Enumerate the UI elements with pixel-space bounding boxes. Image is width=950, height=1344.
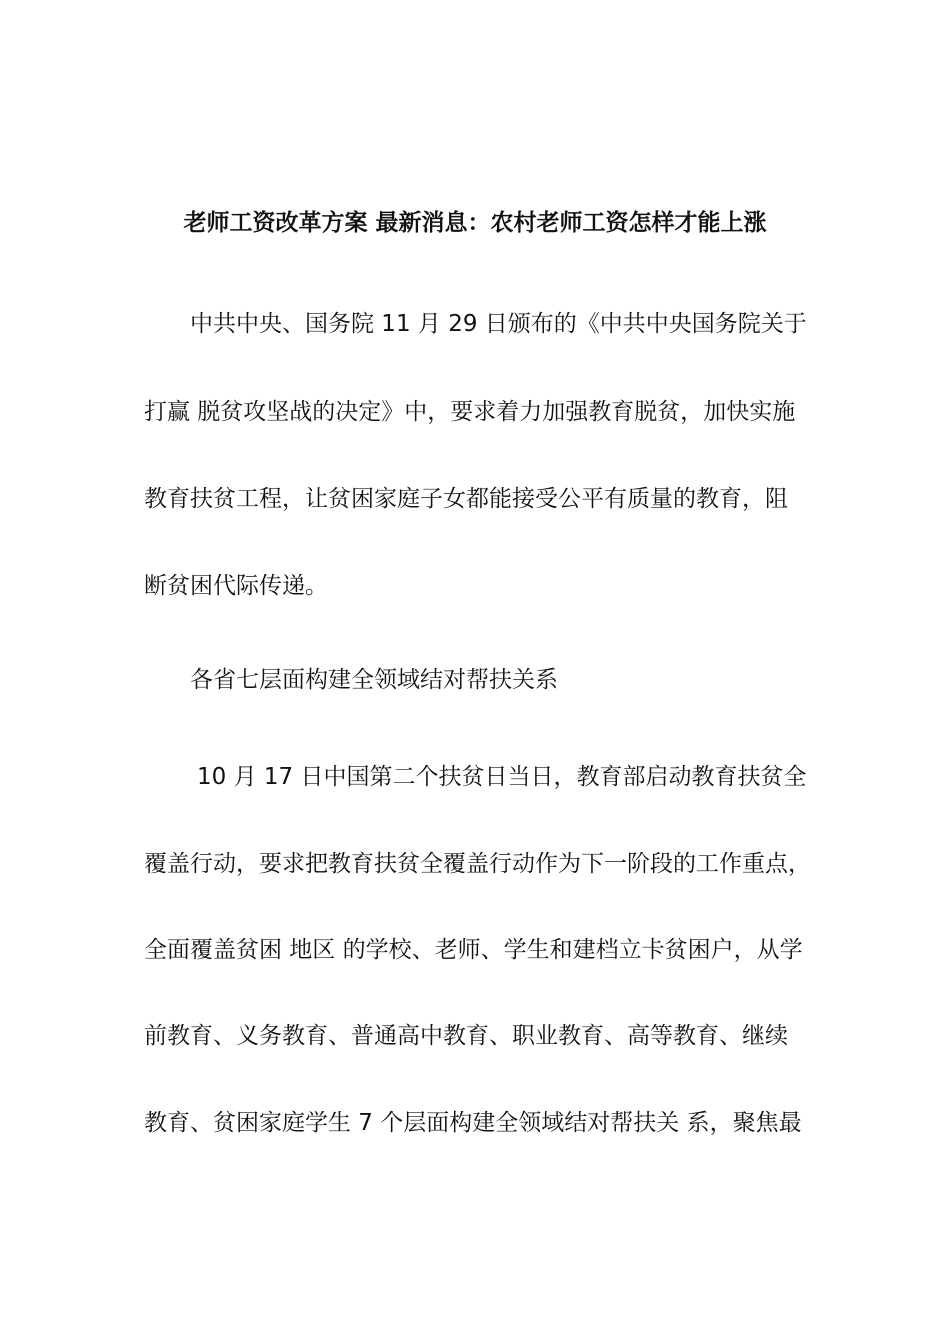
paragraph-2-line-2: 覆盖行动，要求把教育扶贫全覆盖行动作为下一阶段的工作重点， [144, 851, 811, 877]
paragraph-2-line-3: 全面覆盖贫困 地区 的学校、老师、学生和建档立卡贫困户，从学 [144, 937, 803, 963]
section-heading: 各省七层面构建全领域结对帮扶关系 [190, 667, 558, 693]
paragraph-2-line-4: 前教育、义务教育、普通高中教育、职业教育、高等教育、继续 [144, 1023, 788, 1049]
paragraph-1-line-3: 教育扶贫工程，让贫困家庭子女都能接受公平有质量的教育，阻 [144, 486, 788, 512]
paragraph-1-line-4: 断贫困代际传递。 [144, 573, 328, 599]
paragraph-1-line-1: 中共中央、国务院 11 月 29 日颁布的《中共中央国务院关于 [190, 311, 807, 337]
paragraph-1-line-2: 打赢 脱贫攻坚战的决定》中，要求着力加强教育脱贫，加快实施 [144, 399, 796, 425]
document-title: 老师工资改革方案 最新消息：农村老师工资怎样才能上涨 [183, 210, 767, 236]
paragraph-2-line-5: 教育、贫困家庭学生 7 个层面构建全领域结对帮扶关 系，聚焦最 [144, 1110, 802, 1136]
paragraph-2-line-1: 10 月 17 日中国第二个扶贫日当日，教育部启动教育扶贫全 [197, 764, 807, 790]
